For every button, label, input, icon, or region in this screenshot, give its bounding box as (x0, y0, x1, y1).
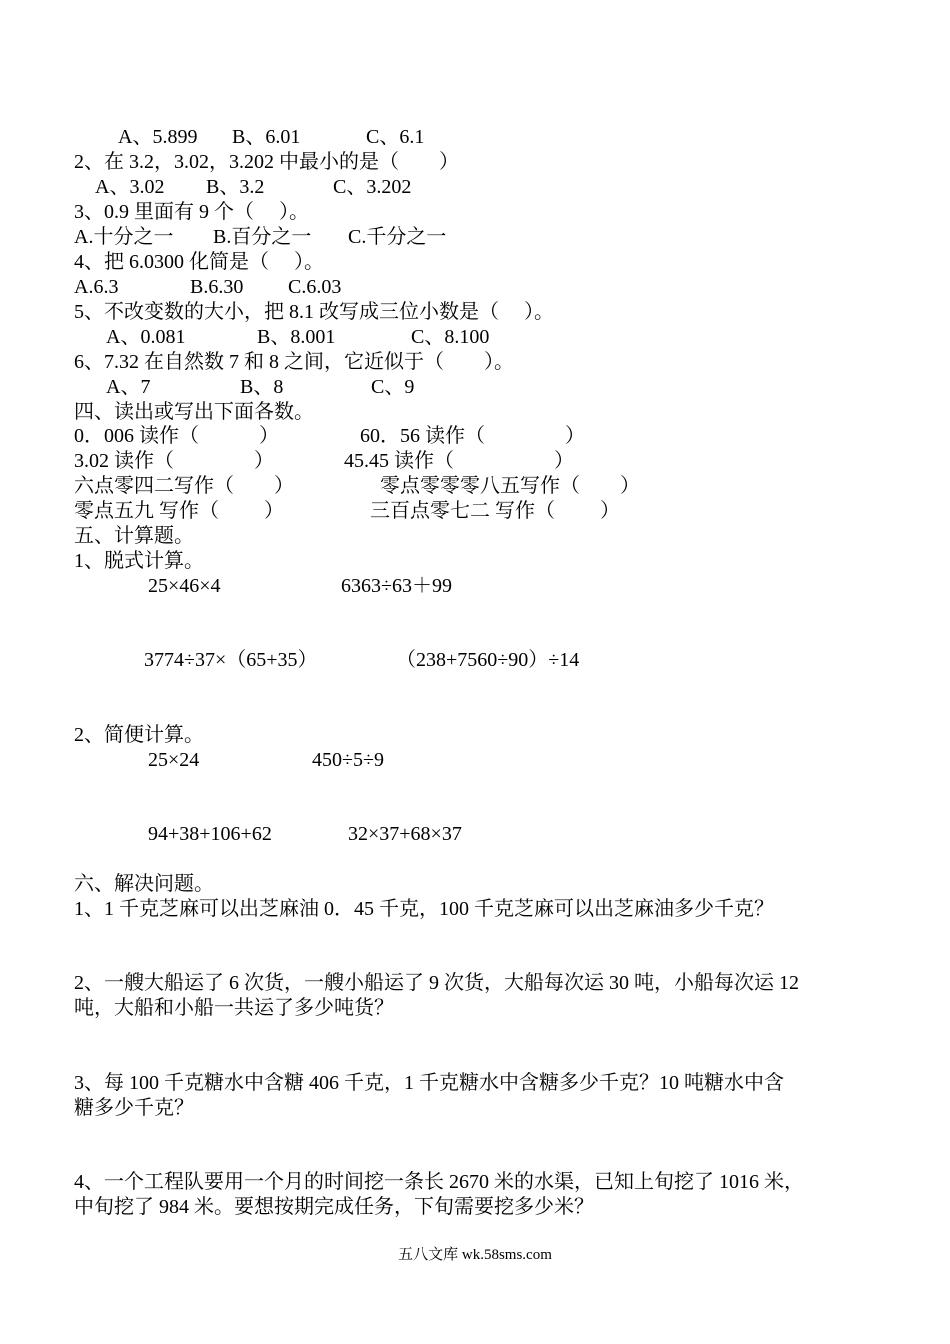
section5-title: 五、计算题。 (74, 525, 194, 547)
problem-2-line-1: 2、一艘大船运了 6 次货，一艘小船运了 9 次货，大船每次运 30 吨，小船每次运 12 (74, 972, 799, 994)
q1-option-c: C、6.1 (366, 126, 425, 148)
step-calc-expr-4: （238+7560÷90）÷14 (396, 649, 580, 671)
easy-calc-expr-4: 32×37+68×37 (348, 823, 462, 845)
footer-watermark: 五八文库 wk.58sms.com (398, 1247, 552, 1263)
q3-option-a: A.十分之一 (74, 226, 174, 248)
problem-4-line-1: 4、一个工程队要用一个月的时间挖一条长 2670 米的水渠，已知上旬挖了 1016 米， (74, 1171, 804, 1193)
q2-option-b: B、3.2 (206, 176, 265, 198)
q5-option-a: A、0.081 (106, 326, 186, 348)
q2-stem: 2、在 3.2，3.02，3.202 中最小的是（ ） (74, 151, 459, 173)
write-item-3: 零点五九 写作（ ） (74, 500, 284, 522)
read-item-3: 3.02 读作（ ） (74, 450, 274, 472)
q5-option-b: B、8.001 (257, 326, 336, 348)
q4-option-b: B.6.30 (190, 276, 244, 298)
easy-calc-title: 2、简便计算。 (74, 724, 204, 746)
read-item-1: 0．006 读作（ ） (74, 425, 279, 447)
q4-option-a: A.6.3 (74, 276, 119, 298)
q3-stem: 3、0.9 里面有 9 个（ ）。 (74, 201, 309, 223)
write-item-1: 六点零四二写作（ ） (74, 475, 294, 497)
step-calc-title: 1、脱式计算。 (74, 550, 204, 572)
section4-title: 四、读出或写出下面各数。 (74, 401, 314, 423)
q5-stem: 5、不改变数的大小，把 8.1 改写成三位小数是（ ）。 (74, 301, 554, 323)
q6-option-c: C、9 (371, 376, 415, 398)
problem-1: 1、1 千克芝麻可以出芝麻油 0．45 千克，100 千克芝麻可以出芝麻油多少千克？ (74, 898, 774, 920)
q3-option-c: C.千分之一 (348, 226, 447, 248)
q3-option-b: B.百分之一 (213, 226, 312, 248)
q1-option-a: A、5.899 (118, 126, 198, 148)
q4-option-c: C.6.03 (288, 276, 342, 298)
problem-2-line-2: 吨，大船和小船一共运了多少吨货？ (74, 997, 394, 1019)
write-item-2: 零点零零零八五写作（ ） (380, 475, 640, 497)
read-item-2: 60．56 读作（ ） (360, 425, 585, 447)
section6-title: 六、解决问题。 (74, 873, 214, 895)
q5-option-c: C、8.100 (411, 326, 490, 348)
problem-3-line-2: 糖多少千克？ (74, 1097, 194, 1119)
q4-stem: 4、把 6.0300 化简是（ ）。 (74, 251, 324, 273)
step-calc-expr-1: 25×46×4 (148, 575, 221, 597)
step-calc-expr-3: 3774÷37×（65+35） (144, 649, 318, 671)
step-calc-expr-2: 6363÷63＋99 (341, 575, 452, 597)
q2-option-a: A、3.02 (95, 176, 165, 198)
problem-4-line-2: 中旬挖了 984 米。要想按期完成任务，下旬需要挖多少米？ (74, 1196, 594, 1218)
q1-option-b: B、6.01 (232, 126, 301, 148)
easy-calc-expr-1: 25×24 (148, 749, 200, 771)
easy-calc-expr-3: 94+38+106+62 (148, 823, 272, 845)
q6-option-a: A、7 (106, 376, 151, 398)
read-item-4: 45.45 读作（ ） (344, 450, 574, 472)
problem-3-line-1: 3、每 100 千克糖水中含糖 406 千克，1 千克糖水中含糖多少千克？10 吨糖水中含 (74, 1072, 784, 1094)
q2-option-c: C、3.202 (333, 176, 412, 198)
q6-option-b: B、8 (240, 376, 284, 398)
q6-stem: 6、7.32 在自然数 7 和 8 之间，它近似于（ ）。 (74, 351, 514, 373)
easy-calc-expr-2: 450÷5÷9 (312, 749, 384, 771)
write-item-4: 三百点零七二 写作（ ） (370, 500, 620, 522)
